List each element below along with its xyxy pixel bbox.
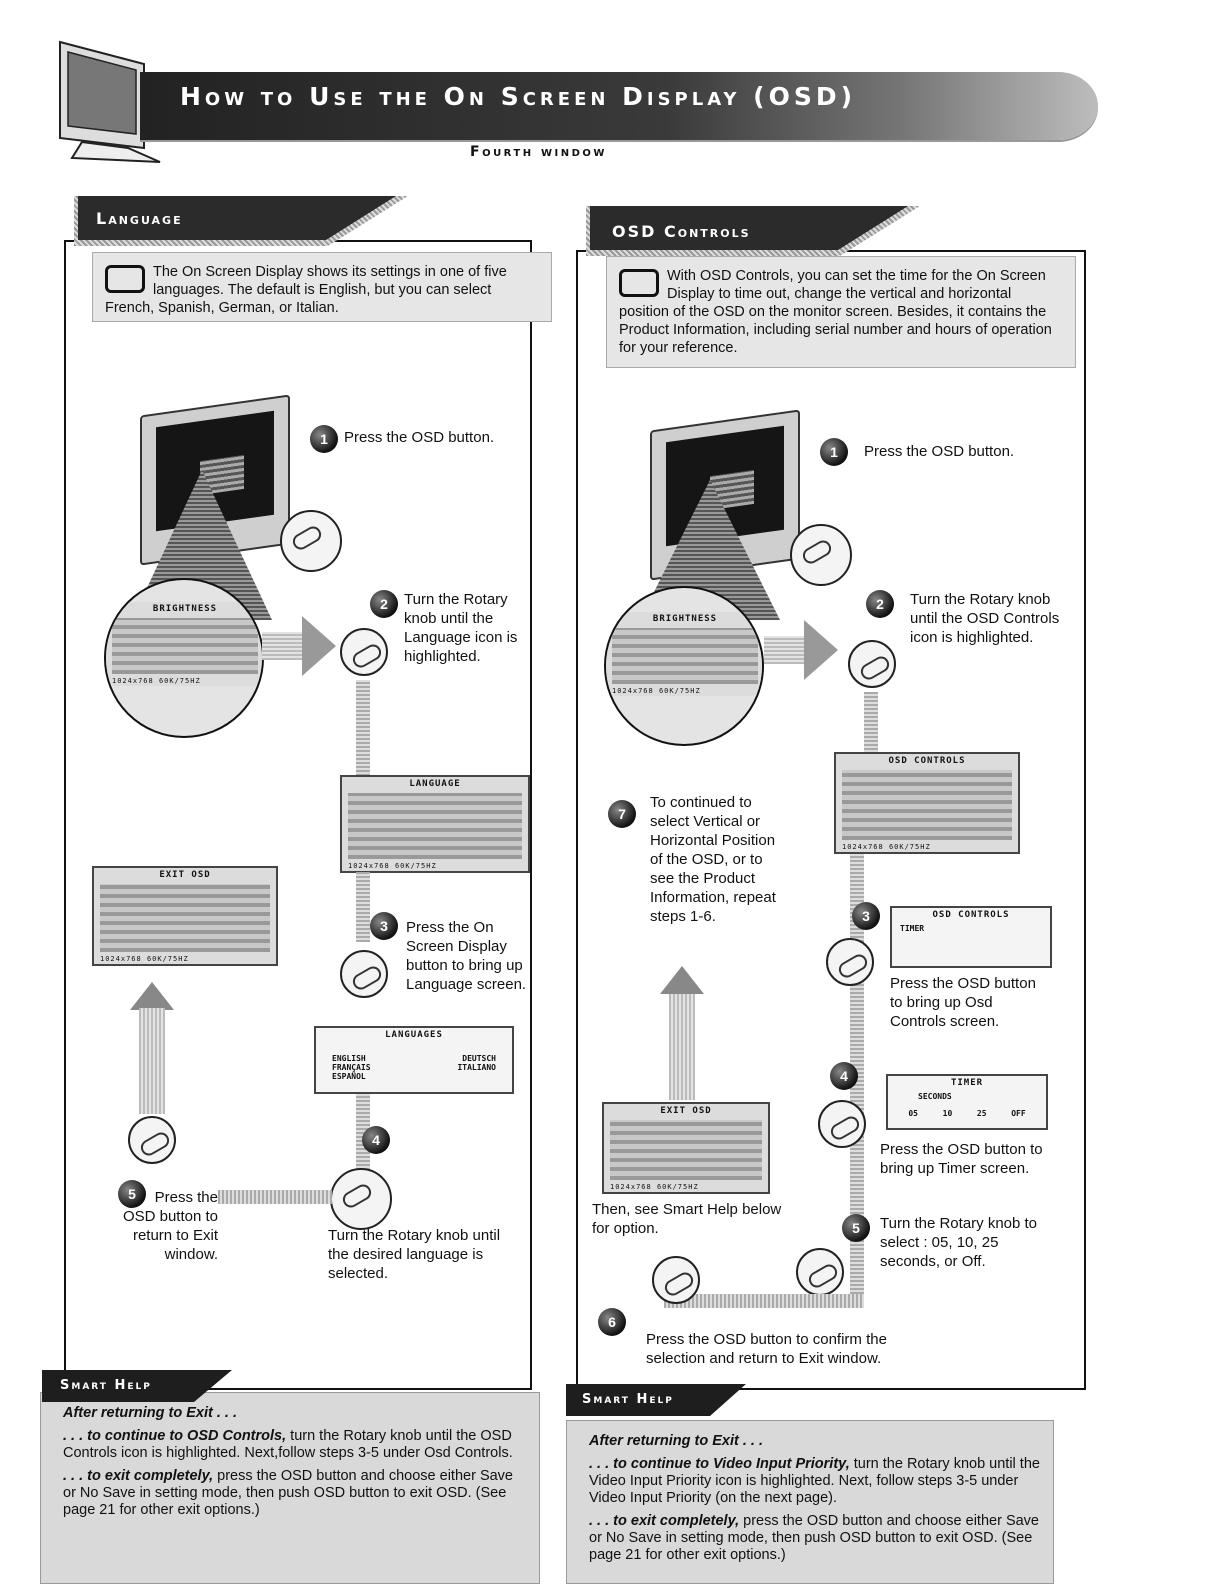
language-intro: [92, 252, 552, 322]
step-badge: 4: [362, 1126, 390, 1154]
step-text: Turn the Rotary knob until the desired language is selected.: [328, 1227, 501, 1282]
smart-help-heading: After returning to Exit . . .: [63, 1405, 238, 1421]
zoom-osd-foot-right: 60K/75HZ: [658, 687, 701, 695]
timer-options: [888, 1105, 1046, 1122]
osd-grid: [842, 770, 1012, 840]
timer-option: 05: [908, 1109, 918, 1118]
osd-title: EXIT OSD: [660, 1106, 712, 1116]
smart-help-body: press the OSD button and choose either Save or No Save in setting mode, then push OSD button to exit OSD. (See page 21 for other exit options.): [589, 1513, 1039, 1563]
page-subtitle: Fourth window: [470, 144, 607, 160]
path-line: [356, 872, 370, 942]
step-badge: 3: [852, 902, 880, 930]
osd-grid: [610, 1120, 762, 1180]
hand-press-icon: [818, 1100, 866, 1148]
zoom-osd-foot: [112, 677, 258, 685]
rotary-knob-icon: [340, 628, 388, 676]
smart-help-right: [566, 1420, 1054, 1584]
step-badge: 2: [370, 590, 398, 618]
osd-controls-tab-label: OSD Controls: [612, 222, 751, 241]
smart-help-body: press the OSD button and choose either Save or No Save in setting mode, then push OSD button to exit OSD. (See page 21 for other exit options.): [63, 1468, 513, 1518]
smart-help-lead: . . . to exit completely,: [589, 1513, 740, 1529]
language-intro-text: The On Screen Display shows its settings in one of five languages. The default is English, but you can select French, Spanish, German, or Italian.: [105, 264, 507, 316]
then-text: Then, see Smart Help below for option.: [592, 1201, 782, 1237]
osd-controls-menu: [834, 752, 1020, 854]
hand-press-icon: [340, 950, 388, 998]
step-badge: 3: [370, 912, 398, 940]
languages-right-list: [449, 1050, 504, 1076]
arrow-up-icon: [660, 966, 704, 994]
zoom-circle: [604, 586, 764, 746]
smart-help-lead: . . . to continue to OSD Controls,: [63, 1428, 287, 1444]
osd-foot-right: 60K/75HZ: [888, 843, 931, 851]
step-badge: 2: [866, 590, 894, 618]
osd-foot-right: 60K/75HZ: [394, 862, 437, 870]
step-text: Press the OSD button to return to Exit window.: [122, 1189, 218, 1263]
osd-foot: [100, 955, 270, 963]
step-text: Press the OSD button.: [864, 443, 1015, 460]
step-badge: 5: [842, 1214, 870, 1242]
smart-help-paragraph: [589, 1456, 1041, 1507]
hand-press-icon: [826, 938, 874, 986]
arrow-up-shaft: [139, 1008, 165, 1114]
rotary-knob-icon: [330, 1168, 392, 1230]
osd-controls-intro-text: With OSD Controls, you can set the time for the On Screen Display to time out, change the vertical and horizontal position of the OSD on the monitor screen. Besides, it contains the Product Information, including serial number and hours of operation for your reference.: [619, 268, 1052, 356]
osd-foot-right: 60K/75HZ: [656, 1183, 699, 1191]
rotary-knob-icon: [848, 640, 896, 688]
osd-foot-left: 1024x768: [610, 1183, 652, 1191]
step-badge: 1: [820, 438, 848, 466]
osd-grid: [100, 884, 270, 952]
step-text: Turn the Rotary knob until the OSD Controls icon is highlighted.: [910, 591, 1060, 646]
step-badge: 5: [118, 1180, 146, 1208]
smart-help-heading: After returning to Exit . . .: [589, 1433, 764, 1449]
osd-foot-left: 1024x768: [842, 843, 884, 851]
zoom-circle: [104, 578, 264, 738]
path-line: [218, 1190, 332, 1204]
path-line: [356, 680, 370, 780]
language-option: DEUTSCH: [462, 1054, 496, 1063]
timer-option: OFF: [1011, 1109, 1026, 1118]
smart-help-lead: . . . to exit completely,: [63, 1468, 214, 1484]
smart-help-left-tab-label: Smart Help: [60, 1378, 152, 1393]
zoom-osd-grid: [112, 618, 258, 674]
path-line: [864, 692, 878, 754]
step-badge: 6: [598, 1308, 626, 1336]
osd-title: OSD CONTROLS: [888, 756, 966, 766]
monitor-screen-icon: [619, 269, 659, 297]
languages-osd-menu: [314, 1026, 514, 1094]
timer-option: 10: [942, 1109, 953, 1118]
osd-foot: [610, 1183, 762, 1191]
smart-help-body: turn the Rotary knob until the OSD Controls icon is highlighted. Next,follow steps 3-5 under Osd Controls.: [63, 1428, 513, 1461]
zoom-osd-menu: [106, 602, 264, 686]
zoom-osd-title: BRIGHTNESS: [652, 614, 718, 624]
language-option: ESPAÑOL: [332, 1072, 366, 1081]
exit-osd-menu: [92, 866, 278, 966]
smart-help-paragraph: [63, 1428, 527, 1462]
languages-left-list: [324, 1050, 379, 1085]
step-text: Press the OSD button to bring up Osd Controls screen.: [890, 975, 1036, 1030]
timer-label: SECONDS: [918, 1092, 952, 1101]
arrow-right-icon: [804, 620, 838, 680]
smart-help-right-tab-label: Smart Help: [582, 1392, 674, 1407]
speech-bubble-icon: [105, 265, 145, 293]
timer-row: TIMER: [900, 924, 925, 933]
language-option: FRANÇAIS: [332, 1063, 371, 1072]
hand-press-icon: [790, 524, 852, 586]
step-text: Turn the Rotary knob to select : 05, 10, 25 seconds, or Off.: [880, 1215, 1038, 1270]
smart-help-paragraph: [589, 1513, 1041, 1564]
arrow-right-shaft: [764, 636, 806, 664]
language-osd-menu: [340, 775, 530, 873]
zoom-osd-foot-left: 1024x768: [112, 677, 154, 685]
step-badge: 1: [310, 425, 338, 453]
step-badge: 4: [830, 1062, 858, 1090]
exit-osd-menu: [602, 1102, 770, 1194]
arrow-up-icon: [130, 982, 174, 1010]
hand-press-icon: [128, 1116, 176, 1164]
osd-foot-right: 60K/75HZ: [146, 955, 189, 963]
osd-title: EXIT OSD: [159, 870, 211, 880]
smart-help-paragraph: [63, 1468, 527, 1519]
step-text: Press the On Screen Display button to bring up Language screen.: [406, 919, 527, 993]
osd-title: LANGUAGE: [409, 779, 461, 789]
osd-title: LANGUAGES: [385, 1030, 443, 1040]
arrow-right-icon: [302, 616, 336, 676]
osd-foot-left: 1024x768: [348, 862, 390, 870]
language-tab-label: Language: [96, 209, 183, 228]
osd-controls-timer-menu: [890, 906, 1052, 968]
zoom-osd-grid: [612, 628, 758, 684]
zoom-osd-title: BRIGHTNESS: [152, 604, 218, 614]
osd-foot: [842, 843, 1012, 851]
step-badge: 7: [608, 800, 636, 828]
language-option: ENGLISH: [332, 1054, 366, 1063]
step-text: Press the OSD button.: [344, 429, 495, 446]
osd-foot-left: 1024x768: [100, 955, 142, 963]
osd-grid: [348, 793, 522, 859]
osd-title: TIMER: [950, 1078, 984, 1088]
arrow-right-shaft: [262, 632, 304, 660]
language-option: ITALIANO: [457, 1063, 496, 1072]
zoom-osd-foot-left: 1024x768: [612, 687, 654, 695]
osd-controls-intro: [606, 256, 1076, 368]
arrow-up-shaft: [669, 994, 695, 1100]
step-text: Press the OSD button to bring up Timer screen.: [880, 1141, 1043, 1177]
zoom-osd-foot: [612, 687, 758, 695]
step-text: Turn the Rotary knob until the Language icon is highlighted.: [404, 591, 518, 665]
page-title: How to Use the On Screen Display (OSD): [180, 82, 857, 111]
path-line: [664, 1294, 864, 1308]
zoom-osd-menu: [606, 612, 764, 696]
timer-option: 25: [976, 1109, 987, 1118]
smart-help-left: [40, 1392, 540, 1584]
rotary-knob-icon: [796, 1248, 844, 1296]
hand-press-icon: [652, 1256, 700, 1304]
smart-help-body: turn the Rotary knob until the Video Input Priority icon is highlighted. Next, follow steps 3-5 under Video Input Priority (on the next page).: [589, 1456, 1040, 1506]
step-text: To continued to select Vertical or Horizontal Position of the OSD, or to see the Product Information, repeat steps 1-6.: [650, 794, 776, 925]
step-text: Press the OSD button to confirm the selection and return to Exit window.: [646, 1331, 887, 1367]
timer-menu: [886, 1074, 1048, 1130]
smart-help-lead: . . . to continue to Video Input Priority,: [589, 1456, 850, 1472]
hand-press-icon: [280, 510, 342, 572]
zoom-osd-foot-right: 60K/75HZ: [158, 677, 201, 685]
osd-foot: [348, 862, 522, 870]
osd-title: OSD CONTROLS: [932, 910, 1010, 920]
